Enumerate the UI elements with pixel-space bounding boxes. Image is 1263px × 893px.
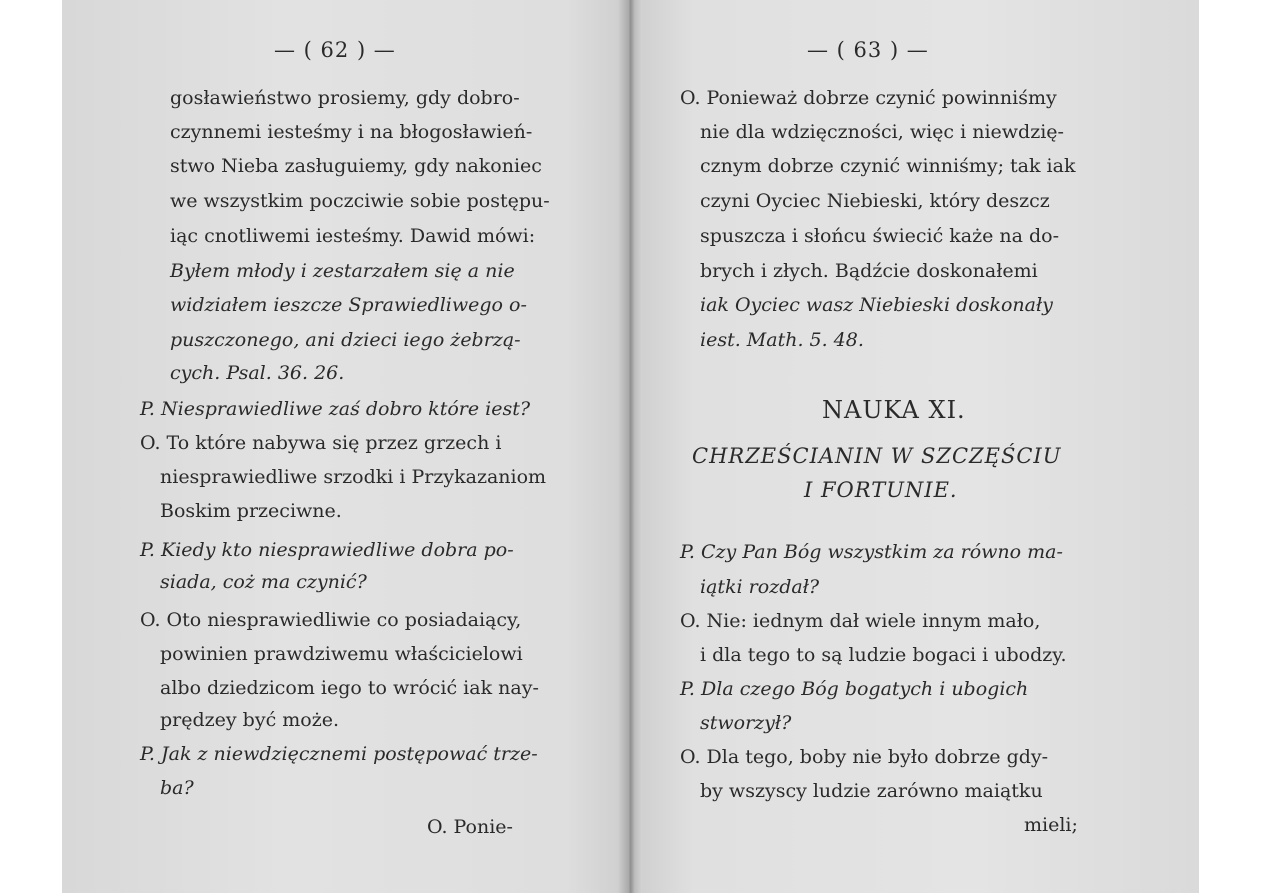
answer-line: spuszcza i słońcu świecić każe na do- <box>700 225 1060 247</box>
answer-line: Boskim przeciwne. <box>160 500 342 522</box>
question-line: P. Niesprawiedliwe zaś dobro które iest? <box>140 398 531 420</box>
question-line: P. Dla czego Bóg bogatych i ubogich <box>680 678 1029 700</box>
answer-line: O. Oto niesprawiedliwie co posiadaiący, <box>140 609 522 631</box>
answer-line-quote: iest. Math. 5. 48. <box>700 329 864 351</box>
text-line-quote: cych. Psal. 36. 26. <box>170 362 345 384</box>
left-page-number: — ( 62 ) — <box>274 38 396 62</box>
answer-line: cznym dobrze czynić winniśmy; tak iak <box>700 155 1076 177</box>
question-line: iątki rozdał? <box>700 576 820 598</box>
section-subtitle: I FORTUNIE. <box>804 478 958 502</box>
text-line: czynnemi iesteśmy i na błogosławień- <box>170 121 533 143</box>
question-line: siada, coż ma czynić? <box>160 571 367 593</box>
section-subtitle: CHRZEŚCIANIN W SZCZĘŚCIU <box>692 444 1062 468</box>
text-line-quote: widziałem ieszcze Sprawiedliwego o- <box>170 294 527 316</box>
section-title: NAUKA XI. <box>822 396 966 424</box>
answer-line: albo dziedzicom iego to wrócić iak nay- <box>160 677 539 699</box>
answer-line: i dla tego to są ludzie bogaci i ubodzy. <box>700 644 1067 666</box>
right-page-number: — ( 63 ) — <box>807 38 929 62</box>
text-line-quote: Byłem młody i zestarzałem się a nie <box>170 260 515 282</box>
question-line: stworzył? <box>700 712 792 734</box>
answer-line: nie dla wdzięczności, więc i niewdzię- <box>700 121 1064 143</box>
answer-line: by wszyscy ludzie zarówno maiątku <box>700 780 1043 802</box>
answer-line: O. Ponieważ dobrze czynić powinniśmy <box>680 87 1057 109</box>
answer-line: powinien prawdziwemu właścicielowi <box>160 643 523 665</box>
book-spread <box>62 0 1199 893</box>
question-line: P. Kiedy kto niesprawiedliwe dobra po- <box>140 539 514 561</box>
question-line: P. Czy Pan Bóg wszystkim za równo ma- <box>680 541 1063 563</box>
answer-line: O. Dla tego, boby nie było dobrze gdy- <box>680 746 1049 768</box>
answer-line-quote: iak Oyciec wasz Niebieski doskonały <box>700 294 1053 316</box>
book-gutter <box>618 0 642 893</box>
answer-line: O. Nie: iednym dał wiele innym mało, <box>680 610 1041 632</box>
text-line: we wszystkim poczciwie sobie postępu- <box>170 190 550 212</box>
answer-line: brych i złych. Bądźcie doskonałemi <box>700 260 1038 282</box>
question-line: P. Jak z niewdzięcznemi postępować trze- <box>140 743 538 765</box>
text-line-quote: puszczonego, ani dzieci iego żebrzą- <box>170 329 521 351</box>
text-line: gosławieństwo prosiemy, gdy dobro- <box>170 87 520 109</box>
answer-line: prędzey być może. <box>160 709 340 731</box>
answer-line: czyni Oyciec Niebieski, który deszcz <box>700 190 1050 212</box>
text-line: iąc cnotliwemi iesteśmy. Dawid mówi: <box>170 225 536 247</box>
question-line: ba? <box>160 777 194 799</box>
answer-line: mieli; <box>1024 814 1078 836</box>
answer-line: niesprawiedliwe srzodki i Przykazaniom <box>160 466 547 488</box>
text-line: stwo Nieba zasługuiemy, gdy nakoniec <box>170 155 542 177</box>
answer-line: O. To które nabywa się przez grzech i <box>140 432 502 454</box>
catchword: O. Ponie- <box>427 816 513 838</box>
